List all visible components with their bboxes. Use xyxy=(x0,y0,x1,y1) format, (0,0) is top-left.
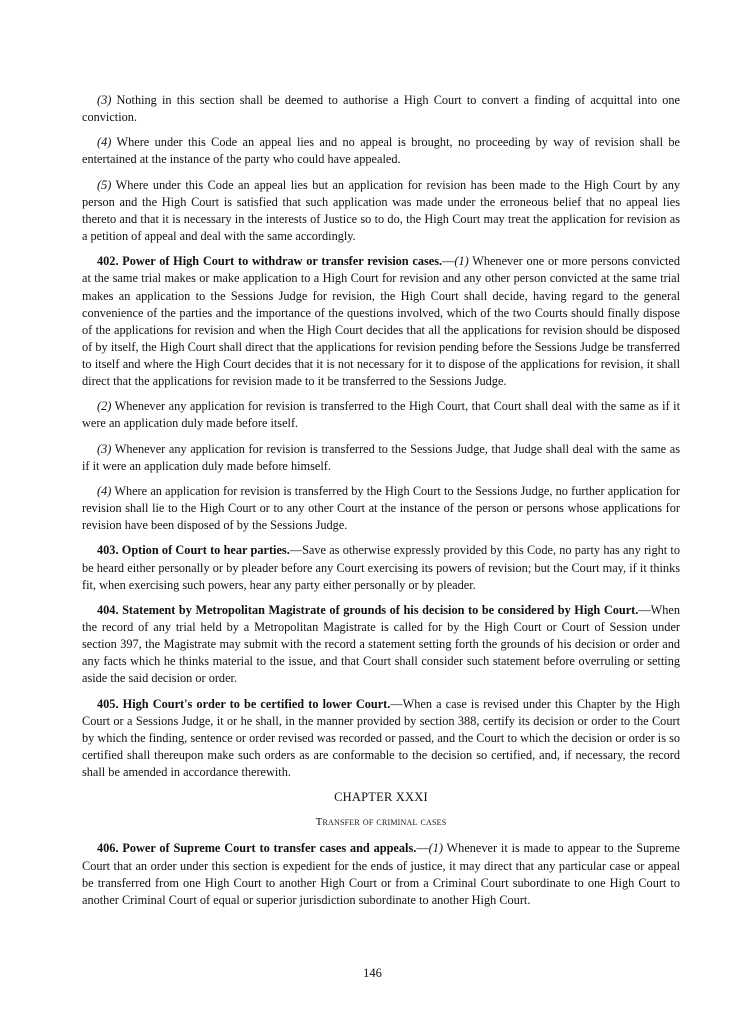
em-dash: — xyxy=(390,696,403,711)
page-number: 146 xyxy=(363,966,382,980)
clause-number: (3) xyxy=(97,93,112,107)
clause-number: (3) xyxy=(97,441,112,456)
clause-number: (1) xyxy=(454,254,469,269)
document-page xyxy=(82,92,680,917)
section-404 xyxy=(82,602,680,687)
chapter-subtitle: Transfer of criminal cases xyxy=(315,816,447,829)
clause-text: Save as otherwise expressly provided by this Code, no party has any right to be heard either personally or by pleader before any Court exercising its powers of revision; but the Court may, if it thinks fit, when exercising such powers, hear any party either personally or by pleader. xyxy=(82,543,681,592)
section-heading: 402. Power of High Court to withdraw or transfer revision cases. xyxy=(97,254,443,269)
section-403 xyxy=(82,542,680,593)
clause-text: Whenever one or more persons convicted at the same trial makes or make application to a High Court for revision and any other person convicted at the same trial makes an application to the Sessions Judge for revision, the High Court shall decide, having regard to the general convenience of the parties and the importance of the questions involved, which of the two Courts should finally dispose of the applications for revision and when the High Court decides that all the applications for revision should be disposed of by itself, the High Court shall direct that the applications for revision pending before the Sessions Judge be transferred to itself and where the High Court decides that it is not necessary for it to dispose of the applications for revision, it shall direct that the applications for revision made to it be transferred to the Sessions Judge. xyxy=(82,254,680,388)
section-heading: 406. Power of Supreme Court to transfer cases and appeals. xyxy=(97,841,417,856)
clause-text: Where an application for revision is transferred by the High Court to the Sessions Judge, no further application for revision shall lie to the High Court or to any other Court at the instance of the person or persons whose applications for revision have been disposed of by the Sessions Judge. xyxy=(82,484,680,533)
section-402-subsection-4 xyxy=(82,483,680,534)
section-406 xyxy=(82,840,680,908)
chapter-title: CHAPTER XXXI xyxy=(334,790,428,805)
clause-number: (5) xyxy=(97,177,112,192)
clause-number: (2) xyxy=(97,399,112,414)
section-405 xyxy=(82,696,680,781)
clause-text: Where under this Code an appeal lies but an application for revision has been made to the High Court by any person and the High Court is satisfied that such application was made under the erroneous belief that no appeal lies thereto and that it is necessary in the interests of Justice so to do, the High Court may treat the application for revision as a petition of appeal and deal with the same accordingly. xyxy=(82,177,680,244)
em-dash: — xyxy=(289,543,303,558)
clause-text: Where under this Code an appeal lies and no appeal is brought, no proceeding by way of revision shall be entertained at the instance of the party who could have appealed. xyxy=(82,135,680,167)
clause-text: Whenever any application for revision is transferred to the Sessions Judge, that Judge shall deal with the same as if it were an application duly made before himself. xyxy=(82,441,680,473)
section-401-subsection-3 xyxy=(82,92,680,126)
em-dash: — xyxy=(416,841,429,856)
section-401-subsection-5 xyxy=(82,177,680,245)
clause-number: (4) xyxy=(97,484,112,498)
section-402 xyxy=(82,253,680,390)
section-402-subsection-2 xyxy=(82,398,680,432)
section-heading: 405. High Court's order to be certified to lower Court. xyxy=(97,696,391,711)
clause-text: Nothing in this section shall be deemed to authorise a High Court to convert a finding of acquittal into one conviction. xyxy=(82,93,680,125)
clause-text: Whenever any application for revision is transferred to the High Court, that Court shall deal with the same as if it were an application duly made before itself. xyxy=(82,399,680,431)
em-dash: — xyxy=(442,254,455,269)
clause-text: When the record of any trial held by a Metropolitan Magistrate is called for by the High Court or Court of Session under section 397, the Magistrate may submit with the record a statement setting forth the grounds of his decision or order and any facts which he thinks material to the issue, and that Court shall consider such statement before overruling or setting aside the said decision or order. xyxy=(82,602,680,686)
section-heading: 404. Statement by Metropolitan Magistrate of grounds of his decision to be considered by High Court. xyxy=(97,602,639,617)
section-heading: 403. Option of Court to hear parties. xyxy=(97,543,290,558)
section-401-subsection-4 xyxy=(82,134,680,168)
clause-text: Whenever it is made to appear to the Supreme Court that an order under this section is expedient for the ends of justice, it may direct that any particular case or appeal be transferred from one High Court to another High Court or from a Criminal Court subordinate to one High Court to another Criminal Court of equal or superior jurisdiction subordinate to another High Court. xyxy=(82,841,680,907)
em-dash: — xyxy=(638,602,651,617)
section-402-subsection-3 xyxy=(82,441,680,475)
clause-number: (1) xyxy=(428,841,443,856)
clause-text: When a case is revised under this Chapter by the High Court or a Sessions Judge, it or he shall, in the manner provided by section 388, certify its decision or order to the Court by which the finding, sentence or order revised was recorded or passed, and the Court to which the decision or order is so certified shall thereupon make such orders as are conformable to the decision so certified, and, if necessary, the record shall be amended in accordance therewith. xyxy=(82,696,680,779)
clause-number: (4) xyxy=(97,135,112,150)
